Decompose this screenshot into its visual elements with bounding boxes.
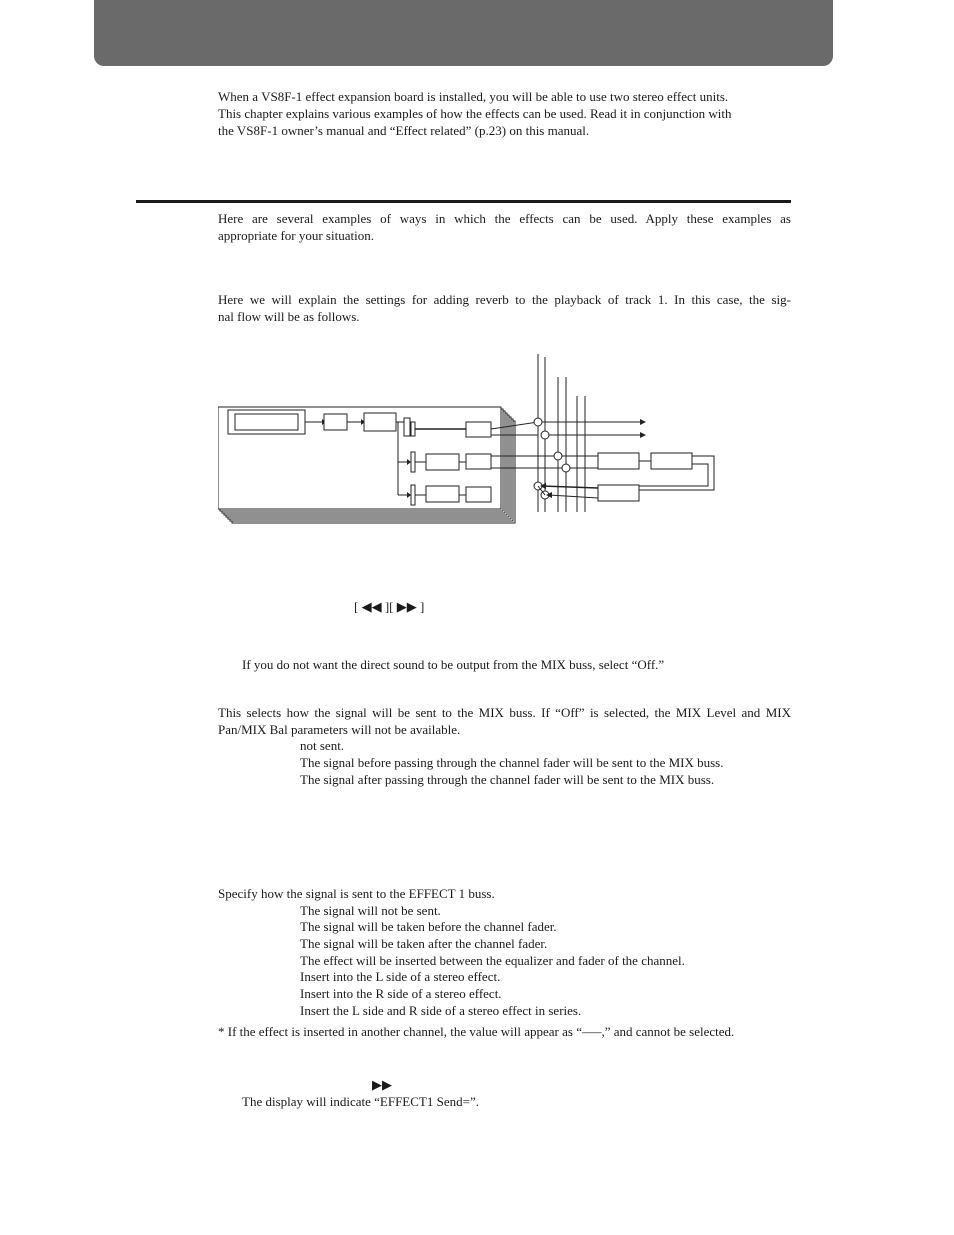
effect2-send-fader — [411, 485, 415, 505]
level-block-effect1 — [426, 454, 459, 470]
effect-unit-block — [598, 453, 639, 469]
reverb-line-1: Here we will explain the settings for adding reverb to the playback of track 1. In this case, the sig- — [218, 292, 791, 307]
effect1-value-post: The signal will be taken after the channel fader. — [300, 936, 548, 951]
mix-switch-value-pre: The signal before passing through the channel fader will be sent to the MIX buss. — [300, 755, 724, 770]
direct-sound-note: If you do not want the direct sound to be output from the MIX buss, select “Off.” — [242, 657, 665, 672]
pan-block-mix — [466, 422, 491, 437]
intro-line-2: This chapter explains various examples of how the effects can be used. Read it in conjunction with — [218, 106, 732, 121]
effect-return-block — [598, 485, 639, 501]
channel-fader-1 — [404, 418, 410, 436]
track-display — [235, 414, 298, 430]
rew-fwd-keys: [ ◀◀ ][ ▶▶ ] — [354, 599, 425, 614]
channel-fader-1-knob — [411, 422, 415, 436]
chapter-header-band — [94, 0, 833, 66]
effect1-value-insert-l: Insert into the L side of a stereo effect. — [300, 969, 501, 984]
effect1-value-insert: The effect will be inserted between the equalizer and fader of the channel. — [300, 953, 685, 968]
pan-block-effect1 — [466, 454, 491, 469]
examples-line-1: Here are several examples of ways in which the effects can be used. Apply these examples as — [218, 211, 791, 226]
attenuator-block — [324, 414, 347, 430]
signal-flow-diagram — [218, 352, 718, 530]
effect1-lead: Specify how the signal is sent to the EFFECT 1 buss. — [218, 886, 495, 901]
section-rule — [136, 200, 791, 203]
effect1-send-fader — [411, 452, 415, 472]
display-note: The display will indicate “EFFECT1 Send=”. — [242, 1094, 479, 1109]
examples-line-2: appropriate for your situation. — [218, 228, 374, 243]
pan-block-effect2 — [466, 487, 491, 502]
equalizer-block — [364, 413, 396, 431]
effect1-r-junction — [562, 464, 570, 472]
fwd-key: ▶▶ — [372, 1077, 392, 1092]
mix-switch-value-post: The signal after passing through the channel fader will be sent to the MIX buss. — [300, 772, 715, 787]
mix-switch-line-1: This selects how the signal will be sent to the MIX buss. If “Off” is selected, the MIX Level and MIX — [218, 705, 791, 720]
effect1-value-insert-series: Insert the L side and R side of a stereo effect in series. — [300, 1003, 582, 1018]
effect1-value-insert-r: Insert into the R side of a stereo effect. — [300, 986, 502, 1001]
mix-r-junction — [541, 431, 549, 439]
reverb-line-2: nal flow will be as follows. — [218, 309, 360, 324]
effect1-l-junction — [554, 452, 562, 460]
effect-output-block — [651, 453, 692, 469]
level-block-effect2 — [426, 486, 459, 502]
effect1-note: * If the effect is inserted in another channel, the value will appear as “–––,” and cannot be selected. — [218, 1024, 735, 1039]
mix-switch-value-off: not sent. — [300, 738, 345, 753]
intro-line-1: When a VS8F-1 effect expansion board is installed, you will be able to use two stereo effect units. — [218, 89, 729, 104]
mix-switch-line-2: Pan/MIX Bal parameters will not be available. — [218, 722, 461, 737]
mix-l-junction — [534, 418, 542, 426]
effect1-value-pre: The signal will be taken before the channel fader. — [300, 919, 557, 934]
effect1-value-off: The signal will not be sent. — [300, 903, 441, 918]
intro-line-3: the VS8F-1 owner’s manual and “Effect related” (p.23) on this manual. — [218, 123, 590, 138]
